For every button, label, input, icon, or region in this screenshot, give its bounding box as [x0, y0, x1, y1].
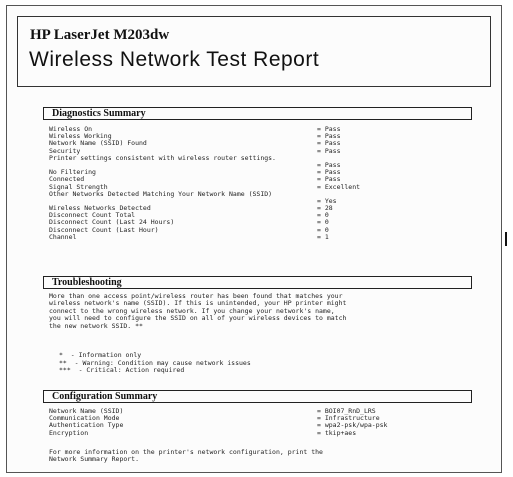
config-label: Authentication Type: [49, 421, 124, 430]
diagnostic-label: Disconnect Count (Last Hour): [49, 225, 159, 234]
diagnostic-value: = Pass: [317, 168, 341, 177]
diagnostic-row: [49, 191, 469, 205]
config-value: = Infrastructure: [317, 414, 380, 423]
diagnostic-value: = 0: [317, 211, 329, 220]
diagnostic-row: [49, 169, 469, 176]
printer-model: HP LaserJet M203dw: [30, 27, 170, 43]
diagnostic-row: [49, 155, 469, 169]
diagnostic-label: Wireless Working: [49, 132, 112, 141]
config-label: Network Name (SSID): [49, 407, 124, 415]
config-label: Communication Mode: [49, 414, 120, 423]
diagnostic-value: = 28: [317, 204, 333, 213]
configuration-table: [49, 408, 469, 437]
config-label: Encryption: [49, 428, 89, 437]
diagnostic-label: Wireless Networks Detected: [49, 204, 151, 213]
diagnostic-label: Connected: [49, 175, 85, 184]
config-row: [49, 422, 469, 429]
diagnostic-value: = Excellent: [317, 182, 361, 191]
diagnostic-row: [49, 234, 469, 241]
test-report-page: [6, 5, 502, 473]
troubleshooting-heading: Troubleshooting: [43, 276, 472, 289]
diagnostics-heading: Diagnostics Summary: [43, 107, 472, 120]
diagnostic-label: Network Name (SSID) Found: [49, 139, 147, 148]
diagnostic-label: Security: [49, 146, 81, 155]
diagnostic-label: Other Networks Detected Matching Your Network Name (SSID): [49, 189, 273, 198]
diagnostic-label: Disconnect Count Total: [49, 211, 136, 220]
diagnostic-value: = Pass: [317, 132, 341, 141]
diagnostic-value: = Pass: [317, 146, 341, 155]
config-value: = tkip+aes: [317, 428, 357, 437]
diagnostic-row: [49, 126, 469, 133]
diagnostic-value: = Yes: [317, 196, 337, 205]
severity-legend: [59, 352, 251, 375]
diagnostic-value: = Pass: [317, 139, 341, 148]
report-title: Wireless Network Test Report: [29, 48, 320, 71]
troubleshooting-text: More than one access point/wireless router has been found that matches your wireless network's name (SSID). If this is unintended, your HP printer might connect to the wrong wireless network. If you change your network's name, you will need to configure the SSID on all of your wireless devices to match the new network SSID. **: [49, 292, 347, 330]
config-value: = wpa2-psk/wpa-psk: [317, 421, 388, 430]
diagnostic-value: = Pass: [317, 160, 341, 169]
diagnostic-row: [49, 176, 469, 183]
scan-edge-mark: [505, 232, 507, 246]
configuration-footer: For more information on the printer's network configuration, print the Network Summary Report.: [49, 448, 323, 464]
diagnostic-value: = 0: [317, 218, 329, 227]
diagnostic-label: Signal Strength: [49, 182, 108, 191]
diagnostic-row: [49, 140, 469, 147]
diagnostic-label: Wireless On: [49, 125, 93, 133]
diagnostic-row: [49, 227, 469, 234]
legend-item: ** - Warning: Condition may cause network issues: [59, 358, 251, 367]
diagnostic-value: = Pass: [317, 175, 341, 184]
configuration-heading: Configuration Summary: [43, 390, 472, 403]
diagnostic-label: Printer settings consistent with wireless router settings.: [49, 153, 276, 162]
diagnostic-value: = 1: [317, 232, 329, 241]
report-header: [17, 16, 491, 87]
diagnostic-label: Disconnect Count (Last 24 Hours): [49, 218, 175, 227]
diagnostic-value: = Pass: [317, 125, 341, 133]
legend-item: * - Information only: [59, 351, 142, 359]
legend-item: *** - Critical: Action required: [59, 366, 185, 375]
diagnostic-label: Channel: [49, 232, 77, 241]
diagnostic-label: No Filtering: [49, 168, 96, 177]
config-value: = BOI07_RnD_LRS: [317, 407, 376, 415]
diagnostic-value: = 0: [317, 225, 329, 234]
config-row: [49, 430, 469, 437]
diagnostics-table: [49, 126, 469, 241]
